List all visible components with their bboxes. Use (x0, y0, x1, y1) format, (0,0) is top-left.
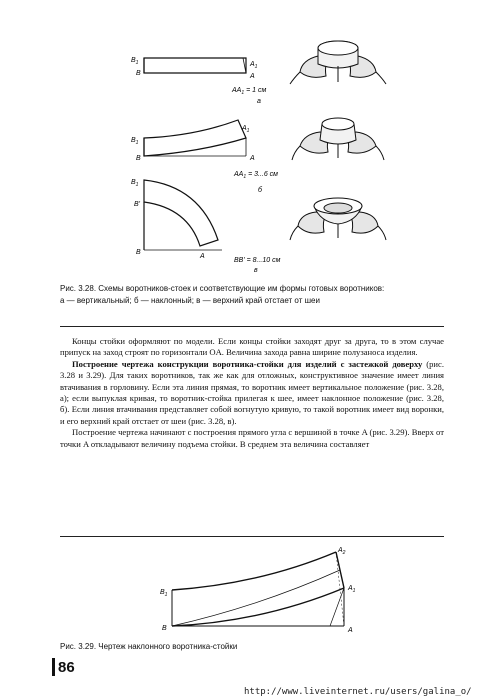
formula-b: $AA_1 = 3...6$ см (234, 171, 278, 180)
label-A1-b: $A_1$ (242, 125, 250, 134)
diagram-b (131, 120, 278, 194)
label-B-a: B (136, 70, 141, 77)
figure-3-28 (0, 0, 504, 300)
label-A: A (348, 627, 353, 634)
label-A-a: A (250, 73, 255, 80)
caption-text: Схемы воротников-стоек и соответствующие им формы готовых воротников: (98, 284, 385, 293)
formula-v: BB' = 8...10 см (234, 257, 281, 264)
diagram-a (131, 57, 266, 105)
label-B-b: B (136, 155, 141, 162)
label-A1-a: $A_1$ (250, 61, 258, 70)
letter-a: а (257, 98, 261, 105)
paragraph-1: Концы стойки оформляют по модели. Если концы стойки заходят друг за друга, то в этом случае припуск на заход строят по горизонтали OA. Величина захода равна ширине полузаноса изделия. (60, 336, 444, 358)
figure-3-29 (0, 540, 504, 640)
footer-url[interactable]: http://www.liveinternet.ru/users/galina_o/ (244, 687, 472, 697)
paragraph-2-text: (рис. 3.28 и 3.29). Для таких воротников, так же как для отложных, конструктивное значение имеет линия втачивания в горловину. Если эта линия прямая, то воротник имеет вертикальное положение (рис. 3.28, а); если выпуклая кривая, то воротник-стойка прилегая к шее, имеет наклонное положение (рис. 3.28, б). Если линия втачивания представляет собой вогнутую кривую, то такой воротник имеет вид воронки, и его верхний край отстает от шеи (рис. 3.28, в). (60, 358, 444, 426)
collar-illustration-b (292, 118, 384, 160)
label-A1: $A_1$ (348, 585, 356, 594)
formula-a: $AA_1 = 1$ см (232, 87, 267, 96)
caption-legend: а — вертикальный; б — наклонный; в — верхний край отстает от шеи (60, 296, 320, 305)
separator-bottom (60, 536, 444, 537)
collar-illustration-v (290, 198, 386, 240)
page-number-bar (52, 658, 55, 676)
paragraph-3: Построение чертежа начинают с построения прямого угла с вершиной в точке A (рис. 3.29). Вверх от точки A откладывают величину подъема стойки. В среднем эта величина составляет (60, 427, 444, 449)
body-text (60, 336, 444, 450)
label-A-v: A (200, 253, 205, 260)
label-A2: $A_2$ (338, 547, 346, 556)
label-B: B (162, 625, 167, 632)
caption-label: Рис. 3.28. (60, 284, 97, 293)
label-A-b: A (250, 155, 255, 162)
paragraph-2 (60, 359, 444, 427)
figure-3-29-caption: Рис. 3.29. Чертеж наклонного воротника-стойки (60, 642, 238, 651)
label-Bprime-v: B' (134, 201, 141, 208)
letter-v: в (254, 267, 258, 274)
collar-illustration-a (290, 41, 386, 84)
label-B1: $B_1$ (160, 589, 168, 598)
label-B1-a: $B_1$ (131, 57, 139, 66)
letter-b: б (258, 187, 262, 194)
page-number: 86 (58, 659, 75, 676)
separator-top (60, 326, 444, 327)
paragraph-2-heading: Построение чертежа конструкции воротника-стойки для изделий с застежкой доверху (72, 358, 423, 369)
label-B1-b: $B_1$ (131, 137, 139, 146)
figure-3-28-caption (60, 284, 440, 306)
label-B-v: B (136, 249, 141, 256)
label-B1-v: $B_1$ (131, 179, 139, 188)
